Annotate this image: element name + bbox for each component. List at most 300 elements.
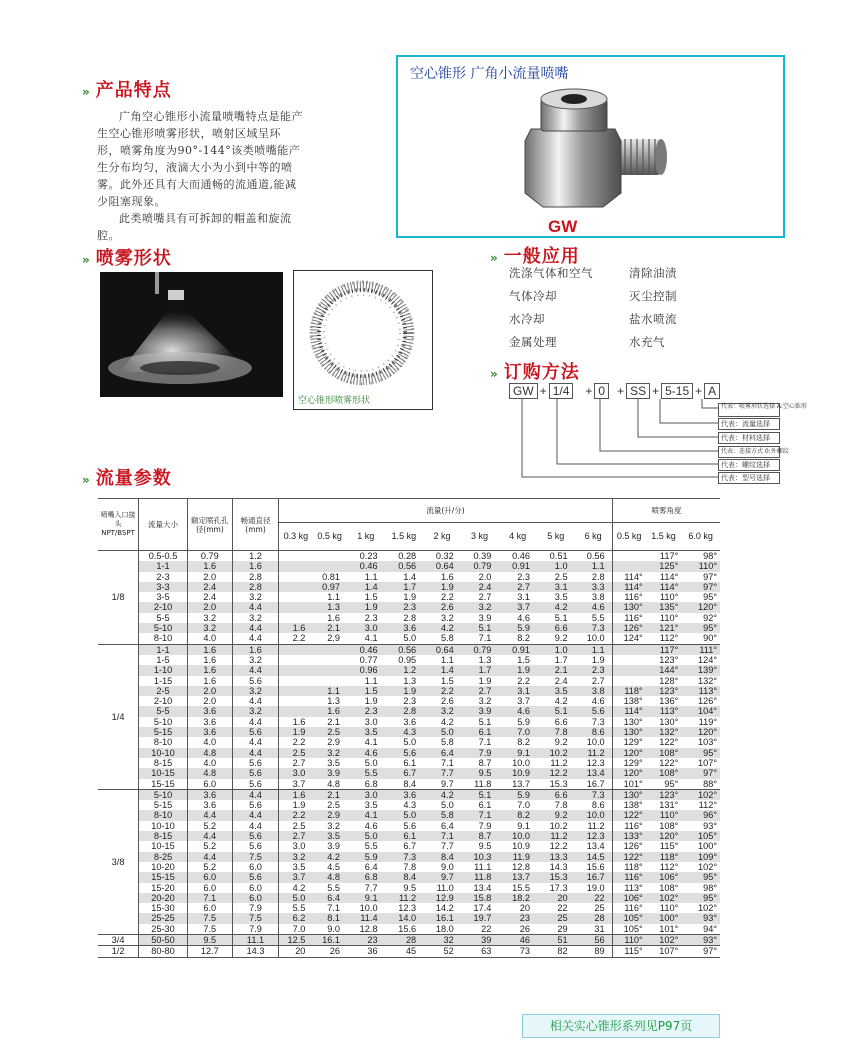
diameter-cell: 2.4 — [187, 582, 232, 592]
order-legend-thread: 代表：螺纹选择 — [718, 459, 780, 471]
flow-value-cell: 0.95 — [398, 654, 417, 665]
flow-value-cell: 2.1 — [537, 665, 575, 675]
diameter-cell: 7.5 — [232, 852, 279, 862]
flow-value-cell: 1.5 — [517, 654, 530, 665]
flow-value-cell: 0.56 — [385, 561, 424, 571]
flow-value-cell: 2.3 — [364, 612, 378, 623]
flow-value-cell: 2.2 — [292, 737, 306, 748]
flow-value-cell: 73 — [498, 946, 537, 957]
angle-cell: 102° — [681, 789, 720, 800]
flow-value-cell: 1.1 — [364, 571, 378, 582]
flow-value-cell: 56 — [575, 934, 613, 945]
flow-value-cell: 3.5 — [312, 831, 347, 841]
flow-value-cell: 12.3 — [398, 903, 417, 914]
flow-value-cell: 5.1 — [461, 789, 499, 800]
flow-value-cell: 5.8 — [440, 633, 454, 644]
flow-value-cell: 2.7 — [575, 676, 613, 686]
order-part-material: SS — [626, 383, 650, 399]
header-flow-group: 流量(升/分) — [279, 499, 612, 523]
flow-size-cell: 1-1 — [139, 561, 188, 571]
flow-value-cell: 5.6 — [403, 820, 417, 831]
flow-value-cell: 3.8 — [575, 686, 613, 696]
flow-value-cell: 52 — [423, 946, 461, 957]
flow-value-cell: 1.5 — [440, 675, 454, 686]
table-row — [98, 934, 720, 945]
table-row — [98, 800, 720, 810]
flow-value-cell: 2.0 — [478, 571, 492, 582]
flow-value-cell: 2.1 — [312, 789, 347, 800]
angle-cell: 97° — [681, 768, 720, 778]
flow-size-cell: 3-3 — [139, 582, 188, 592]
angle-cell: 110° — [659, 612, 679, 623]
flow-value-cell: 10.0 — [512, 757, 530, 768]
inlet-size-cell: 1/8 — [98, 551, 139, 645]
diameter-cell: 3.6 — [187, 789, 232, 800]
flow-value-cell: 3.7 — [279, 872, 313, 882]
flow-value-cell: 1.6 — [279, 789, 313, 800]
diameter-cell: 5.2 — [187, 862, 232, 872]
flow-value-cell: 2.2 — [292, 633, 306, 644]
angle-cell: 113° — [681, 686, 720, 696]
diameter-cell: 3.2 — [232, 613, 279, 623]
angle-cell: 120° — [681, 727, 720, 737]
angle-cell: 110° — [612, 934, 646, 945]
flow-value-cell: 7.0 — [517, 800, 530, 811]
flow-value-cell: 4.5 — [327, 861, 340, 872]
flow-value-cell: 3.2 — [312, 748, 347, 758]
flow-value-cell: 15.3 — [549, 778, 568, 789]
flow-value-cell: 4.2 — [440, 716, 454, 727]
diameter-cell: 1.6 — [187, 655, 232, 665]
flow-value-cell: 13.4 — [473, 882, 492, 893]
angle-cell: 95° — [681, 623, 720, 633]
angle-cell: 95° — [681, 748, 720, 758]
flow-value-cell: 26 — [519, 923, 530, 934]
diameter-cell: 11.1 — [232, 934, 279, 945]
flow-value-cell: 2.3 — [403, 696, 417, 707]
flow-value-cell — [279, 686, 313, 696]
flow-value-cell: 3.0 — [347, 789, 385, 800]
angle-cell — [612, 561, 646, 571]
flow-value-cell: 3.5 — [292, 861, 306, 872]
angle-cell: 97° — [681, 946, 720, 957]
flow-size-cell: 5-10 — [139, 789, 188, 800]
angle-cell: 112° — [659, 861, 679, 872]
flow-value-cell: 15.8 — [461, 893, 499, 903]
diameter-cell: 4.4 — [232, 633, 279, 644]
flow-value-cell: 18.2 — [498, 893, 537, 903]
angle-cell: 138° — [623, 696, 643, 707]
flow-value-cell: 2.7 — [478, 592, 492, 603]
flow-value-cell: 3.2 — [327, 820, 340, 831]
spray-photo-image — [100, 272, 283, 397]
angle-cell: 135° — [646, 602, 682, 612]
diameter-cell: 5.2 — [187, 841, 232, 851]
flow-value-cell: 0.23 — [347, 551, 385, 562]
flow-value-cell: 1.3 — [478, 654, 492, 665]
flow-value-cell: 11.2 — [575, 821, 613, 831]
flow-value-cell: 5.9 — [517, 716, 530, 727]
angle-cell: 122° — [659, 757, 679, 768]
flow-value-cell: 2.2 — [279, 810, 313, 820]
table-row — [98, 789, 720, 800]
flow-value-cell: 2.3 — [385, 602, 424, 612]
angle-cell: 100° — [646, 913, 682, 923]
flow-value-cell: 1.6 — [312, 706, 347, 716]
flow-value-cell: 15.6 — [398, 923, 417, 934]
angle-cell: 131° — [659, 800, 679, 811]
flow-value-cell: 2.5 — [312, 727, 347, 737]
flow-value-cell: 6.1 — [403, 757, 417, 768]
flow-value-cell: 11.8 — [461, 872, 499, 882]
flow-value-cell: 3.0 — [292, 841, 306, 852]
flow-value-cell: 12.2 — [549, 841, 568, 852]
flow-value-cell: 2.1 — [312, 623, 347, 633]
flow-value-cell: 9.1 — [517, 820, 530, 831]
diameter-cell: 7.5 — [187, 924, 232, 935]
angle-cell — [612, 665, 646, 675]
flow-value-cell: 18.0 — [435, 923, 454, 934]
diameter-cell: 5.6 — [232, 779, 279, 790]
spray-pattern-caption: 空心锥形喷雾形状 — [298, 396, 371, 406]
angle-cell: 117° — [646, 644, 682, 655]
angle-cell: 117° — [646, 551, 682, 562]
flow-value-cell: 3.1 — [498, 686, 537, 696]
flow-value-cell: 9.2 — [554, 737, 568, 748]
flow-value-cell: 11.4 — [347, 913, 385, 923]
angle-cell: 125° — [646, 561, 682, 571]
angle-cell: 100° — [697, 841, 717, 852]
flow-value-cell: 7.8 — [554, 800, 568, 811]
flow-value-cell — [279, 592, 313, 602]
flow-value-cell: 2.5 — [279, 748, 313, 758]
flow-value-cell: 5.1 — [478, 716, 492, 727]
diameter-cell: 2.8 — [232, 582, 279, 592]
angle-cell: 110° — [659, 903, 679, 914]
arrow-icon: » — [490, 367, 498, 381]
angle-cell: 136° — [659, 696, 679, 707]
diameter-cell: 4.4 — [232, 789, 279, 800]
flow-value-cell: 10.0 — [359, 903, 378, 914]
angle-cell: 123° — [646, 789, 682, 800]
angle-cell: 110° — [659, 592, 679, 603]
flow-size-cell: 10-10 — [139, 748, 188, 758]
flow-value-cell: 1.3 — [327, 696, 340, 707]
angle-cell: 123° — [646, 686, 682, 696]
application-item: 金属处理 — [509, 335, 557, 349]
flow-value-cell: 16.1 — [312, 934, 347, 945]
inlet-size-cell: 1/4 — [98, 644, 139, 789]
flow-value-cell: 1.9 — [478, 675, 492, 686]
flow-value-cell: 46 — [498, 934, 537, 945]
angle-cell: 98° — [703, 882, 717, 893]
angle-cell: 113° — [624, 882, 643, 893]
angle-cell: 93° — [703, 820, 717, 831]
angle-cell — [612, 676, 646, 686]
flow-value-cell: 3.3 — [575, 582, 613, 592]
flow-value-cell: 8.6 — [575, 800, 613, 810]
diameter-cell: 5.2 — [187, 821, 232, 831]
angle-cell: 114° — [646, 582, 682, 592]
angle-cell: 129° — [623, 757, 643, 768]
flow-value-cell — [279, 572, 313, 582]
flow-value-cell: 7.9 — [461, 748, 499, 758]
angle-cell: 102° — [697, 903, 717, 914]
diameter-cell: 7.5 — [232, 913, 279, 923]
flow-value-cell — [279, 706, 313, 716]
flow-value-cell: 2.2 — [517, 675, 530, 686]
flow-value-cell: 6.6 — [537, 789, 575, 800]
flow-value-cell: 51 — [537, 934, 575, 945]
angle-cell — [612, 551, 646, 562]
table-row — [98, 602, 720, 612]
header-angle-pressure: 6.0 kg — [681, 523, 720, 551]
header-pressure: 2 kg — [423, 523, 461, 551]
flow-value-cell: 6.1 — [478, 800, 492, 811]
diameter-cell: 9.5 — [187, 934, 232, 945]
flow-size-cell: 15-15 — [139, 779, 188, 790]
table-row — [98, 841, 720, 851]
hollow-cone-ring-image — [294, 271, 432, 396]
table-row — [98, 748, 720, 758]
angle-cell: 126° — [697, 696, 717, 707]
angle-cell: 101° — [623, 778, 643, 789]
section-spray-title — [82, 244, 172, 270]
header-angle-pressure: 1.5 kg — [646, 523, 682, 551]
diameter-cell: 3.6 — [187, 727, 232, 737]
diameter-cell: 7.9 — [232, 924, 279, 935]
table-row — [98, 561, 720, 571]
diameter-cell: 2.4 — [187, 592, 232, 602]
inlet-size-cell: 3/4 — [98, 934, 139, 945]
angle-cell: 105° — [681, 831, 720, 841]
diameter-cell: 4.8 — [187, 768, 232, 778]
flow-value-cell: 19.7 — [461, 913, 499, 923]
flow-value-cell: 8.2 — [498, 810, 537, 820]
flow-value-cell: 17.3 — [549, 882, 568, 893]
flow-value-cell: 5.0 — [385, 810, 424, 820]
flow-value-cell: 2.4 — [554, 675, 568, 686]
flow-value-cell: 11.2 — [385, 893, 424, 903]
application-item: 气体冷却 — [509, 289, 557, 303]
angle-cell: 95° — [681, 872, 720, 882]
flow-value-cell — [279, 613, 313, 623]
angle-cell: 95° — [664, 778, 679, 789]
flow-value-cell: 14.0 — [385, 913, 424, 923]
flow-value-cell — [312, 561, 347, 571]
flow-value-cell: 1.7 — [554, 654, 568, 665]
angle-cell: 130° — [612, 602, 646, 612]
flow-value-cell: 28 — [385, 934, 424, 945]
angle-cell: 111° — [681, 644, 720, 655]
angle-cell: 122° — [612, 852, 646, 862]
order-connector-lines — [500, 395, 730, 490]
flow-value-cell — [279, 582, 313, 592]
table-row — [98, 592, 720, 602]
flow-value-cell: 6.4 — [312, 893, 347, 903]
flow-value-cell: 7.0 — [498, 727, 537, 737]
flow-value-cell: 1.9 — [423, 582, 461, 592]
flow-value-cell: 1.9 — [347, 602, 385, 612]
flow-table — [98, 498, 720, 958]
flow-value-cell: 2.6 — [440, 696, 454, 707]
flow-value-cell: 26 — [312, 946, 347, 957]
flow-value-cell: 1.9 — [385, 686, 424, 696]
flow-size-cell: 8-10 — [139, 737, 188, 747]
flow-value-cell: 0.46 — [347, 644, 385, 655]
flow-value-cell — [279, 696, 313, 706]
arrow-icon: » — [82, 85, 90, 99]
table-row — [98, 924, 720, 935]
flow-value-cell: 5.9 — [347, 852, 385, 862]
header-pressure: 4 kg — [498, 523, 537, 551]
flow-size-cell: 8-10 — [139, 633, 188, 644]
diameter-cell: 1.6 — [187, 561, 232, 571]
table-row — [98, 913, 720, 923]
flow-value-cell: 13.4 — [575, 841, 613, 851]
angle-cell: 120° — [646, 831, 682, 841]
flow-value-cell: 5.0 — [364, 757, 378, 768]
application-item: 清除油渍 — [629, 266, 677, 280]
flow-value-cell: 28 — [575, 913, 613, 923]
flow-size-cell: 2-10 — [139, 602, 188, 612]
flow-value-cell: 1.1 — [312, 686, 347, 696]
flow-value-cell: 4.6 — [347, 748, 385, 758]
flow-size-cell: 15-30 — [139, 903, 188, 913]
flow-value-cell: 9.1 — [347, 893, 385, 903]
flow-value-cell: 4.8 — [327, 778, 340, 789]
header-pressure: 0.5 kg — [312, 523, 347, 551]
table-row — [98, 727, 720, 737]
flow-size-cell: 0.5-0.5 — [139, 551, 188, 562]
flow-value-cell: 1.3 — [403, 675, 417, 686]
flow-value-cell: 1.4 — [403, 571, 417, 582]
diameter-cell: 4.4 — [187, 810, 232, 820]
diameter-cell: 5.6 — [232, 758, 279, 768]
flow-table-body — [98, 551, 720, 958]
flow-value-cell: 13.7 — [512, 778, 530, 789]
angle-cell: 107° — [697, 757, 717, 768]
flow-value-cell: 16.1 — [423, 913, 461, 923]
flow-value-cell: 1.5 — [364, 592, 378, 603]
table-row — [98, 582, 720, 592]
flow-value-cell: 1.2 — [385, 665, 424, 675]
product-code: GW — [548, 217, 578, 236]
flow-value-cell: 2.9 — [312, 810, 347, 820]
diameter-cell: 5.6 — [232, 841, 279, 851]
angle-cell: 93° — [681, 934, 720, 945]
flow-value-cell — [279, 602, 313, 612]
flow-value-cell: 7.7 — [440, 841, 454, 852]
angle-cell: 126° — [623, 841, 643, 852]
order-legend-connection: 代表：连接方式 0:外螺纹 — [718, 446, 780, 458]
diameter-cell: 5.6 — [232, 676, 279, 686]
flow-value-cell: 3.2 — [423, 706, 461, 716]
flow-value-cell: 0.51 — [537, 551, 575, 562]
flow-value-cell — [279, 551, 313, 562]
flow-value-cell: 7.8 — [537, 727, 575, 737]
flow-value-cell — [279, 644, 313, 655]
angle-cell: 115° — [659, 841, 679, 852]
angle-cell: 112° — [698, 800, 717, 811]
plus-sign: + — [695, 384, 703, 398]
flow-value-cell: 3.0 — [279, 768, 313, 778]
flow-value-cell: 7.9 — [478, 820, 492, 831]
flow-value-cell: 0.39 — [461, 551, 499, 562]
flow-value-cell: 12.8 — [512, 861, 530, 872]
diameter-cell: 2.8 — [232, 572, 279, 582]
diameter-cell: 1.2 — [232, 551, 279, 562]
applications-list — [509, 265, 729, 350]
flow-value-cell: 5.0 — [423, 727, 461, 737]
flow-value-cell: 9.2 — [554, 633, 568, 644]
flow-value-cell: 0.91 — [498, 561, 537, 571]
diameter-cell: 4.0 — [187, 633, 232, 644]
flow-value-cell: 6.4 — [423, 748, 461, 758]
flow-size-cell: 15-20 — [139, 883, 188, 893]
header-angle-pressure: 0.5 kg — [612, 523, 646, 551]
flow-value-cell: 7.7 — [423, 768, 461, 778]
flow-value-cell: 1.0 — [537, 561, 575, 571]
angle-cell: 122° — [612, 810, 646, 820]
flow-value-cell: 4.2 — [312, 852, 347, 862]
angle-cell: 130° — [612, 727, 646, 737]
flow-value-cell: 8.7 — [478, 757, 492, 768]
section-flow-title — [82, 464, 172, 490]
flow-value-cell: 6.8 — [364, 778, 378, 789]
flow-value-cell: 36 — [347, 946, 385, 957]
flow-value-cell: 12.8 — [359, 923, 378, 934]
flow-value-cell: 4.1 — [364, 737, 378, 748]
angle-cell: 118° — [612, 686, 646, 696]
flow-value-cell: 89 — [575, 946, 613, 957]
flow-value-cell: 5.0 — [347, 831, 385, 841]
flow-value-cell: 3.7 — [517, 696, 530, 707]
angle-cell: 104° — [681, 706, 720, 716]
nozzle-image — [503, 81, 683, 216]
table-row — [98, 903, 720, 913]
diameter-cell: 6.0 — [232, 883, 279, 893]
flow-value-cell: 11.0 — [436, 882, 454, 893]
table-row — [98, 883, 720, 893]
angle-cell: 138° — [623, 800, 643, 811]
order-legend-model: 代表：型号选择 — [718, 472, 780, 484]
diameter-cell: 4.4 — [232, 696, 279, 706]
flow-value-cell — [279, 665, 313, 675]
flow-value-cell — [279, 561, 313, 571]
angle-cell: 144° — [646, 665, 682, 675]
flow-size-cell: 10-10 — [139, 821, 188, 831]
flow-value-cell: 1.1 — [440, 654, 454, 665]
angle-cell: 93° — [681, 913, 720, 923]
flow-size-cell: 8-15 — [139, 758, 188, 768]
flow-value-cell: 8.2 — [517, 633, 530, 644]
inlet-size-cell: 3/8 — [98, 789, 139, 934]
flow-value-cell: 1.4 — [423, 665, 461, 675]
features-text — [97, 108, 303, 244]
diameter-cell: 5.6 — [232, 800, 279, 810]
diameter-cell: 5.6 — [232, 872, 279, 882]
flow-value-cell: 63 — [461, 946, 499, 957]
diameter-cell: 1.6 — [187, 644, 232, 655]
flow-value-cell: 11.8 — [474, 778, 492, 789]
angle-cell: 116° — [612, 872, 646, 882]
spray-pattern-box — [293, 270, 433, 410]
flow-value-cell: 17.4 — [473, 903, 492, 914]
flow-value-cell: 3.2 — [478, 696, 492, 707]
flow-value-cell: 12.3 — [575, 831, 613, 841]
flow-value-cell: 3.1 — [517, 592, 530, 603]
